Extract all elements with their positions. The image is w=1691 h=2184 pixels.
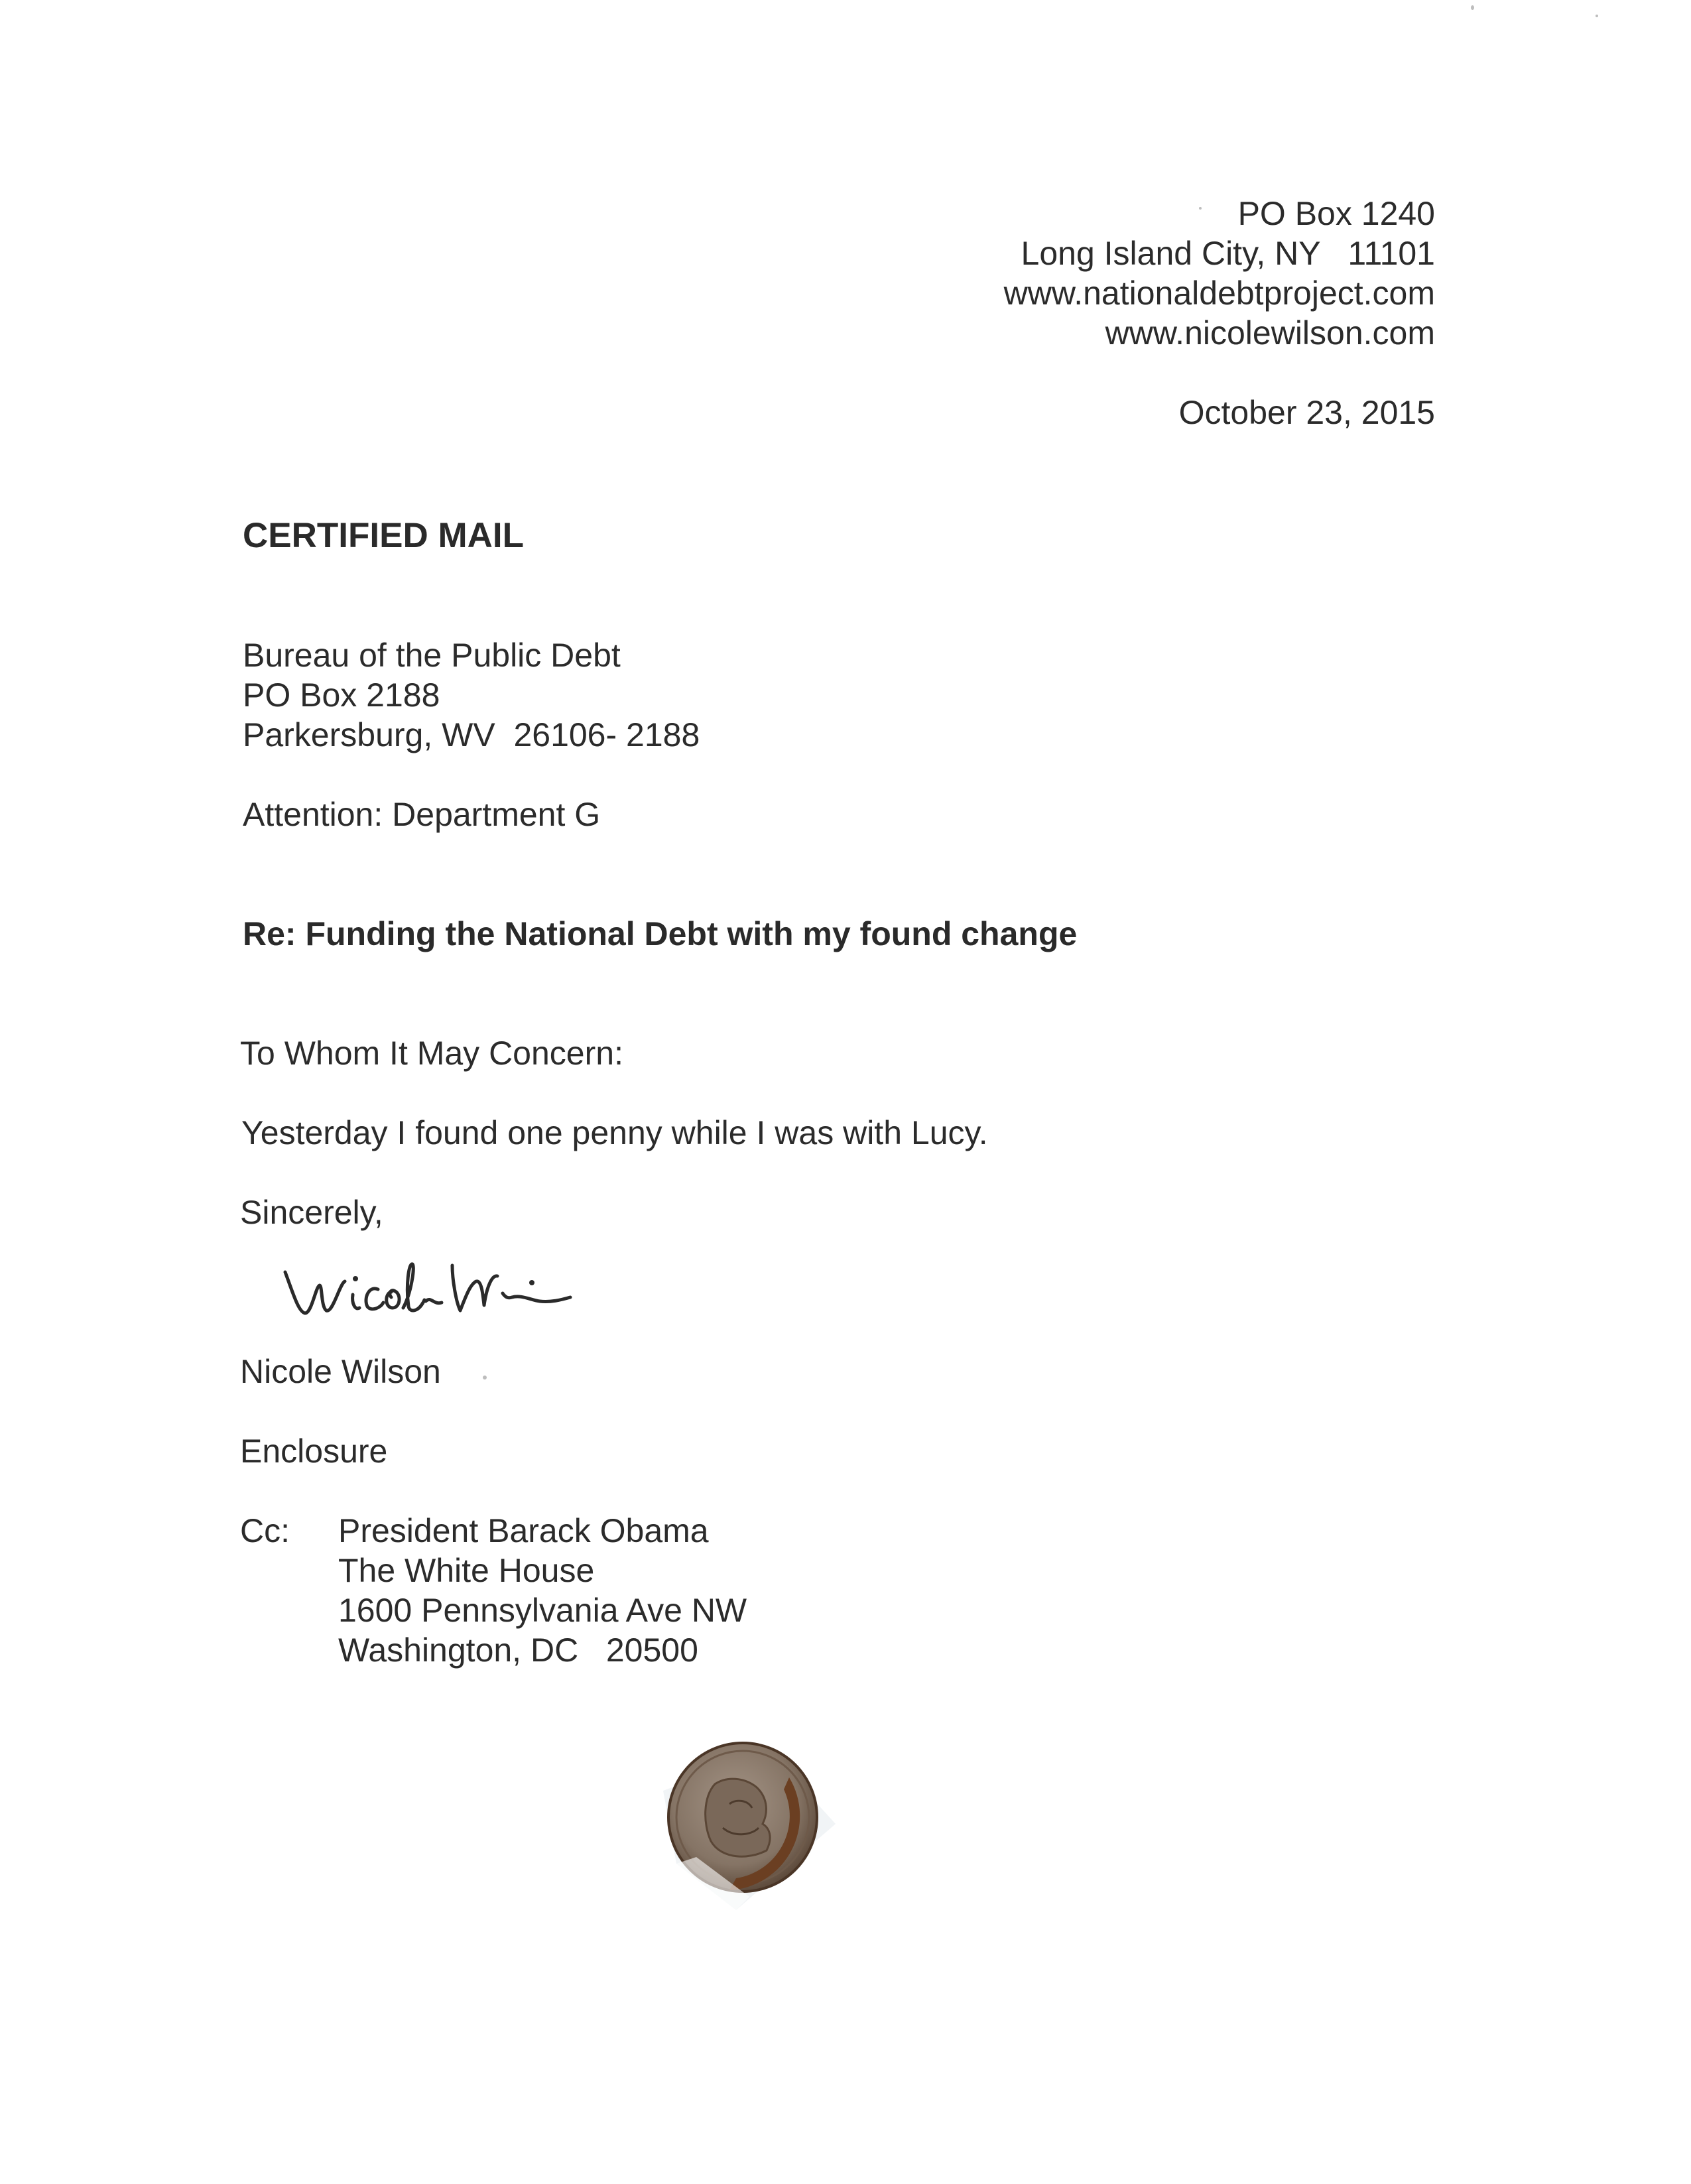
recipient-address-line-1: PO Box 2188 [243, 676, 440, 714]
sender-website-1: www.nationaldebtproject.com [1003, 275, 1435, 312]
scan-speck [483, 1376, 487, 1380]
sender-website-2: www.nicolewilson.com [1105, 314, 1435, 352]
handwritten-signature [279, 1247, 590, 1326]
attention-line: Attention: Department G [243, 796, 601, 833]
cc-name: President Barack Obama [338, 1512, 709, 1549]
cc-address-block [338, 1511, 747, 1670]
salutation: To Whom It May Concern: [240, 1035, 623, 1072]
sender-address-line-2: Long Island City, NY 11101 [1021, 235, 1435, 272]
recipient-address-block [243, 635, 700, 755]
scan-speck [1199, 207, 1202, 210]
sender-address-line-1: PO Box 1240 [1237, 195, 1435, 232]
scan-speck [1471, 5, 1474, 10]
letter-body: Yesterday I found one penny while I was with Lucy. [241, 1114, 988, 1151]
penny-icon [637, 1711, 849, 1923]
closing: Sincerely, [240, 1194, 383, 1231]
signer-name: Nicole Wilson [240, 1353, 441, 1390]
letter-date: October 23, 2015 [1178, 394, 1435, 431]
enclosure-notation: Enclosure [240, 1433, 388, 1470]
delivery-method-heading: CERTIFIED MAIL [243, 516, 524, 555]
cc-label: Cc: [240, 1512, 290, 1549]
cc-address-line-3: Washington, DC 20500 [338, 1632, 698, 1669]
recipient-name: Bureau of the Public Debt [243, 637, 621, 674]
recipient-address-line-2: Parkersburg, WV 26106- 2188 [243, 716, 700, 753]
sender-address-block [1004, 194, 1435, 353]
cc-address-line-1: The White House [338, 1552, 595, 1589]
scan-speck [1596, 15, 1598, 17]
taped-penny [637, 1711, 849, 1923]
subject-line: Re: Funding the National Debt with my found change [243, 915, 1078, 952]
cc-address-line-2: 1600 Pennsylvania Ave NW [338, 1592, 747, 1629]
